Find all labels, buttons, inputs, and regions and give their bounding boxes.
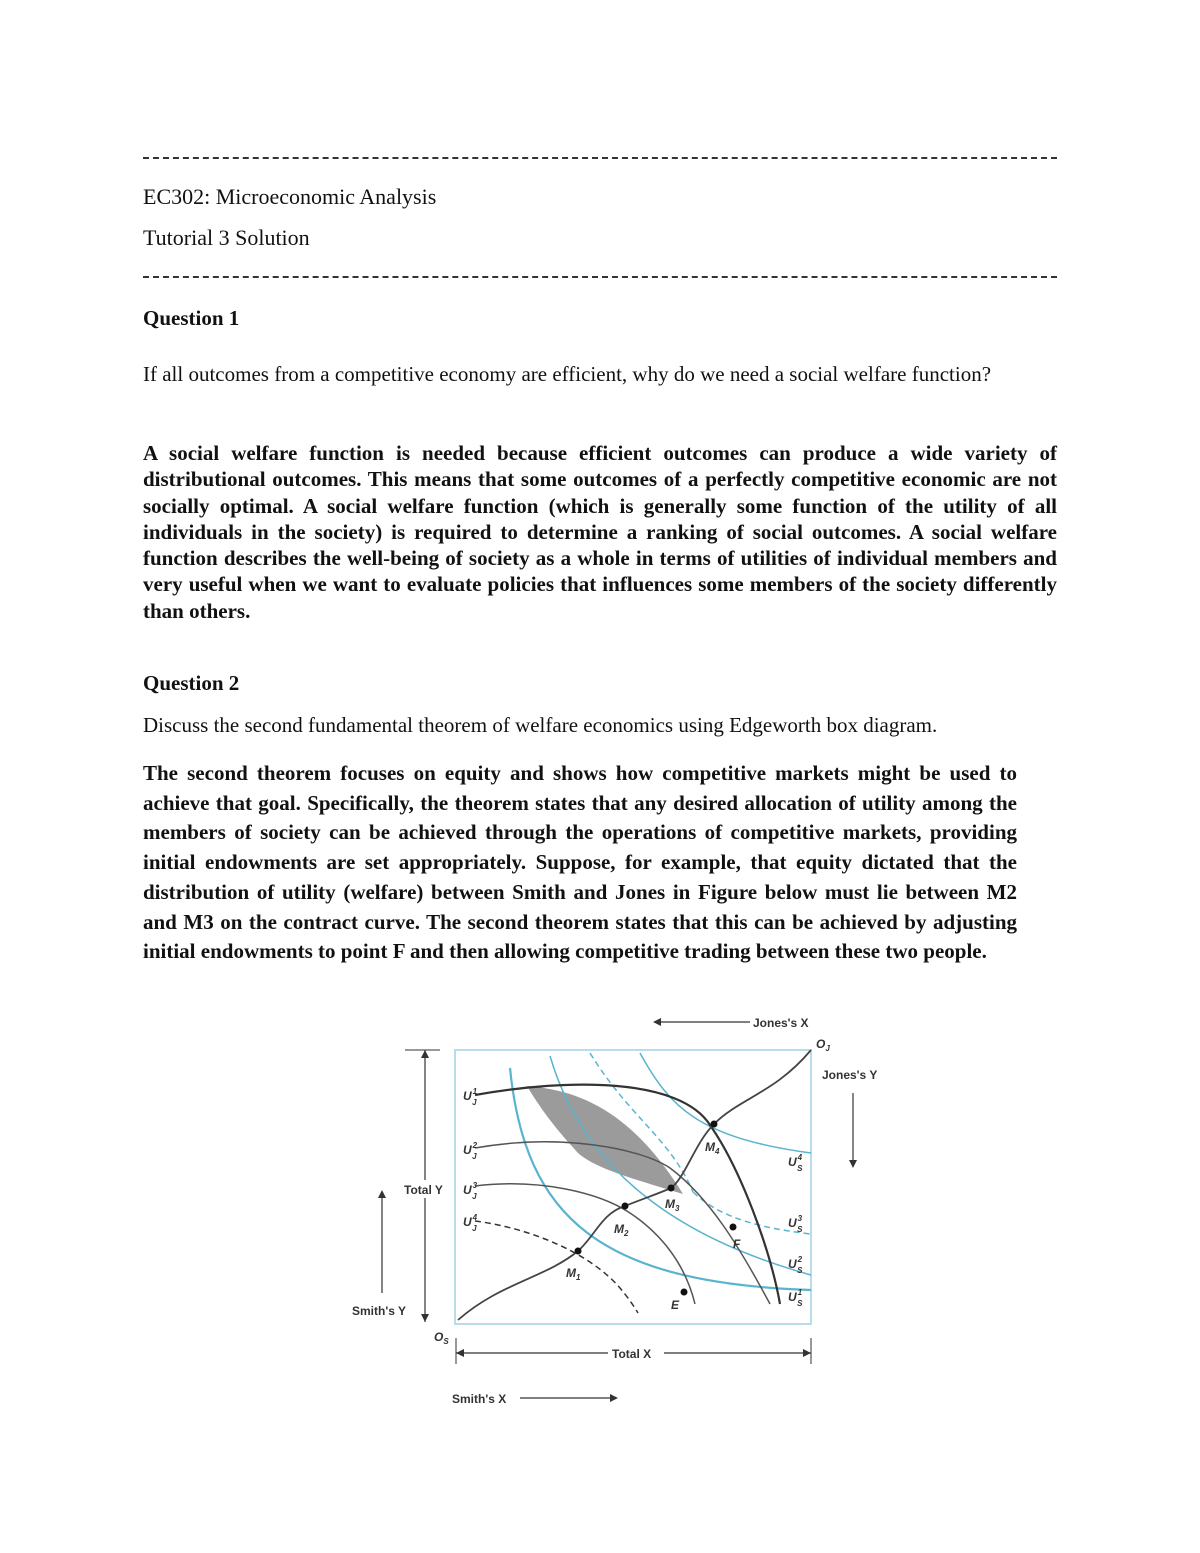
top-dashed-rule: [143, 157, 1057, 159]
point-m3: [668, 1185, 675, 1192]
label-uj1: $U^1$ J: [463, 1087, 478, 1107]
point-m2: [622, 1203, 629, 1210]
smith-curve-us2: [550, 1056, 811, 1275]
total-x-arrowhead-right: [803, 1349, 811, 1357]
jones-x-arrowhead: [653, 1018, 661, 1026]
tutorial-subtitle: Tutorial 3 Solution: [143, 225, 310, 250]
label-m2: $M_2$: [614, 1222, 629, 1238]
smith-x-arrowhead: [610, 1394, 618, 1402]
question-1-text: If all outcomes from a competitive economy are efficient, why do we need a social welfare function?: [143, 362, 992, 386]
smith-y-label: Smith's Y: [352, 1304, 406, 1318]
course-title: EC302: Microeconomic Analysis: [143, 184, 437, 209]
point-f: [730, 1224, 737, 1231]
jones-x-label: Jones's X: [753, 1016, 809, 1030]
point-m1: [575, 1248, 582, 1255]
label-uj3: $U^3$ J: [463, 1181, 478, 1201]
question-2-heading: Question 2: [143, 671, 240, 695]
label-e: E: [671, 1298, 680, 1312]
origin-j-label: $O_J$: [816, 1037, 830, 1053]
total-x-arrowhead-left: [456, 1349, 464, 1357]
label-f: F: [733, 1237, 741, 1251]
question-2-text: Discuss the second fundamental theorem of welfare economics using Edgeworth box diagram.: [143, 713, 938, 737]
jones-curve-uj1: [475, 1085, 780, 1304]
label-m4: $M_4$: [705, 1140, 720, 1156]
label-m1: $M_1$: [566, 1266, 581, 1282]
smith-y-arrowhead: [378, 1190, 386, 1198]
label-uj2: $U^2$ J: [463, 1141, 478, 1161]
edgeworth-box-diagram: [340, 1008, 900, 1418]
bottom-dashed-rule: [143, 276, 1057, 278]
origin-s-label: $O_S$: [434, 1330, 449, 1346]
label-us4: $U^4$ S: [788, 1153, 803, 1173]
question-2-answer: The second theorem focuses on equity and shows how competitive markets might be used to achieve that goal. Specifically, the theorem states that any desired allocation of utility among the members of society can be achieved through the operations of competitive markets, providing initial endowments are set appropriately. Suppose, for example, that equity dictated that the distribution of utility (welfare) between Smith and Jones in Figure below must lie between M2 and M3 on the contract curve. The second theorem states that this can be achieved by adjusting initial endowments to point F and then allowing competitive trading between these two people.: [143, 761, 1017, 964]
label-uj4: $U^4$ J: [463, 1213, 478, 1233]
jones-y-label: Jones's Y: [822, 1068, 878, 1082]
point-e: [681, 1289, 688, 1296]
question-1-answer: A social welfare function is needed because efficient outcomes can produce a wide variety of distributional outcomes. This means that some outcomes of a perfectly competitive economic are not socially optimal. A social welfare function (which is generally some function of the utility of all individuals in the society) is required to determine a ranking of social outcomes. A social welfare function describes the well-being of society as a whole in terms of utilities of individual members and very useful when we want to evaluate policies that influences some members of the society differently than others.: [143, 441, 1057, 623]
smith-curve-us4: [640, 1053, 811, 1153]
question-1-heading: Question 1: [143, 306, 240, 330]
label-us2: $U^2$ S: [788, 1255, 803, 1275]
smith-x-label: Smith's X: [452, 1392, 507, 1406]
total-y-arrowhead-bottom: [421, 1314, 429, 1322]
point-m4: [711, 1121, 718, 1128]
total-y-arrowhead-top: [421, 1050, 429, 1058]
label-m3: $M_3$: [665, 1197, 680, 1213]
total-y-label: Total Y: [404, 1183, 443, 1197]
total-x-label: Total X: [612, 1347, 652, 1361]
label-us3: $U^3$ S: [788, 1214, 803, 1234]
label-us1: $U^1$ S: [788, 1288, 803, 1308]
jones-y-arrowhead: [849, 1160, 857, 1168]
